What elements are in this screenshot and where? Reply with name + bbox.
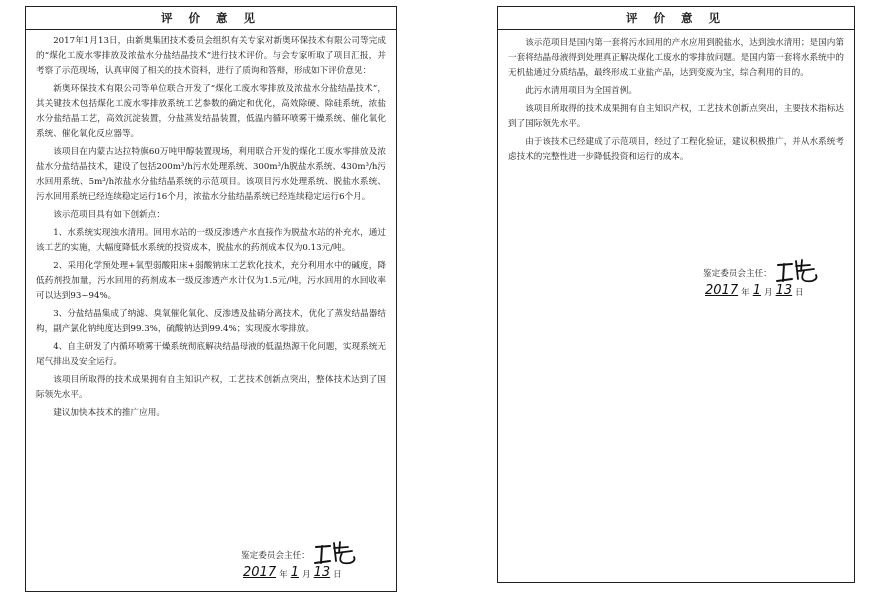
paragraph: 该项目在内蒙古达拉特旗60万吨甲醇装置现场，利用联合开发的煤化工废水零排放及浓盐水分盐结晶技术，建设了包括200m³/h污水处理系统、300m³/h脱盐水系统、430m³/h污水回用系统、5m³/h浓盐水分盐结晶系统的示范项目。该项目污水处理系统、脱盐水系统、污水回用系统已经连续稳定运行16个月，浓盐水分盐结晶系统已经连续稳定运行6个月。 xyxy=(36,147,386,202)
handwritten-signature xyxy=(774,257,820,285)
date-day: 13 xyxy=(313,565,331,580)
evaluation-page-left xyxy=(25,6,397,592)
signature-label: 鉴定委员会主任： xyxy=(241,551,310,561)
paragraph: 2017年1月13日，由新奥集团技术委员会组织有关专家对新奥环保技术有限公司等完成的“煤化工废水零排放及浓盐水分盐结晶技术”进行技术评价。与会专家听取了项目汇报，并考察了示范现场，认真审阅了相关的技术资料，进行了质询和答辩，形成如下评价意见： xyxy=(36,36,386,76)
date-month-unit: 月 xyxy=(763,288,773,298)
date-month-unit: 月 xyxy=(301,570,311,580)
date-year: 2017 xyxy=(243,565,277,580)
paragraph: 此污水清用项目为全国首例。 xyxy=(525,86,637,96)
paragraph: 该示范项目具有如下创新点： xyxy=(53,210,165,220)
date-year-unit: 年 xyxy=(279,570,288,580)
page-body xyxy=(26,30,396,421)
handwritten-signature xyxy=(312,539,358,567)
date-year: 2017 xyxy=(705,283,739,298)
signature-date xyxy=(703,283,820,298)
paragraph: 2、采用化学预处理+氧型弱酸阳床+弱酸钠床工艺软化技术，充分利用水中的碱度，降低药剂投加量，污水回用的药剂成本一级反渗透产水计仅为1.5元/吨，污水回用的水回收率可以达到93~94%。 xyxy=(36,261,386,301)
evaluation-page-right xyxy=(497,6,855,583)
page-body xyxy=(498,30,854,165)
paragraph: 由于该技术已经建成了示范项目，经过了工程化验证，建议积极推广，并从水系统考虑技术的完整性进一步降低投资和运行的成本。 xyxy=(508,137,844,162)
page-title: 评 价 意 见 xyxy=(498,7,854,30)
date-month: 1 xyxy=(752,283,761,298)
paragraph: 3、分盐结晶集成了纳滤、臭氧催化氧化、反渗透及盐硝分离技术，优化了蒸发结晶器结构，副产氯化钠纯度达到99.3%，硫酸钠达到99.4%；实现废水零排放。 xyxy=(36,309,386,334)
paragraph: 该项目所取得的技术成果拥有自主知识产权，工艺技术创新点突出，整体技术达到了国际领先水平。 xyxy=(36,375,386,400)
date-year-unit: 年 xyxy=(741,288,750,298)
paragraph: 建议加快本技术的推广应用。 xyxy=(53,408,165,418)
paragraph: 该项目所取得的技术成果拥有自主知识产权，工艺技术创新点突出，主要技术指标达到了国际领先水平。 xyxy=(508,104,844,129)
paragraph: 1、水系统实现浊水清用。回用水站的一级反渗透产水直接作为脱盐水站的补充水，通过该工艺的实施，大幅度降低水系统的投资成本，脱盐水的药剂成本仅为0.13元/吨。 xyxy=(36,228,386,253)
date-month: 1 xyxy=(290,565,299,580)
signature-block xyxy=(703,259,820,298)
signature-date xyxy=(241,565,358,580)
signature-block xyxy=(241,541,358,580)
date-day: 13 xyxy=(775,283,793,298)
signature-label: 鉴定委员会主任： xyxy=(703,269,772,279)
date-day-unit: 日 xyxy=(795,288,804,298)
date-day-unit: 日 xyxy=(333,570,342,580)
paragraph: 新奥环保技术有限公司等单位联合开发了“煤化工废水零排放及浓盐水分盐结晶技术”，其关键技术包括煤化工废水零排放系统工艺参数的确定和优化，高效除硬、除硅系统，浓盐水分盐结晶工艺，高效沉淀装置，分盐蒸发结晶装置，低温内循环喷雾干燥系统、催化氧化系统、催化氧化反应器等。 xyxy=(36,84,386,139)
paragraph: 4、自主研发了内循环喷雾干燥系统彻底解决结晶母液的低温热源干化问题，实现系统无尾气排出及安全运行。 xyxy=(36,342,386,367)
page-title: 评 价 意 见 xyxy=(26,7,396,30)
paragraph: 该示范项目是国内第一套将污水回用的产水应用到脱盐水，达到浊水清用；是国内第一套将结晶母液得到处理真正解决煤化工废水的零排放问题。是国内第一套将水系统中的无机盐通过分质结晶，最终形成工业盐产品，达到变废为宝，综合利用的目的。 xyxy=(508,38,844,78)
